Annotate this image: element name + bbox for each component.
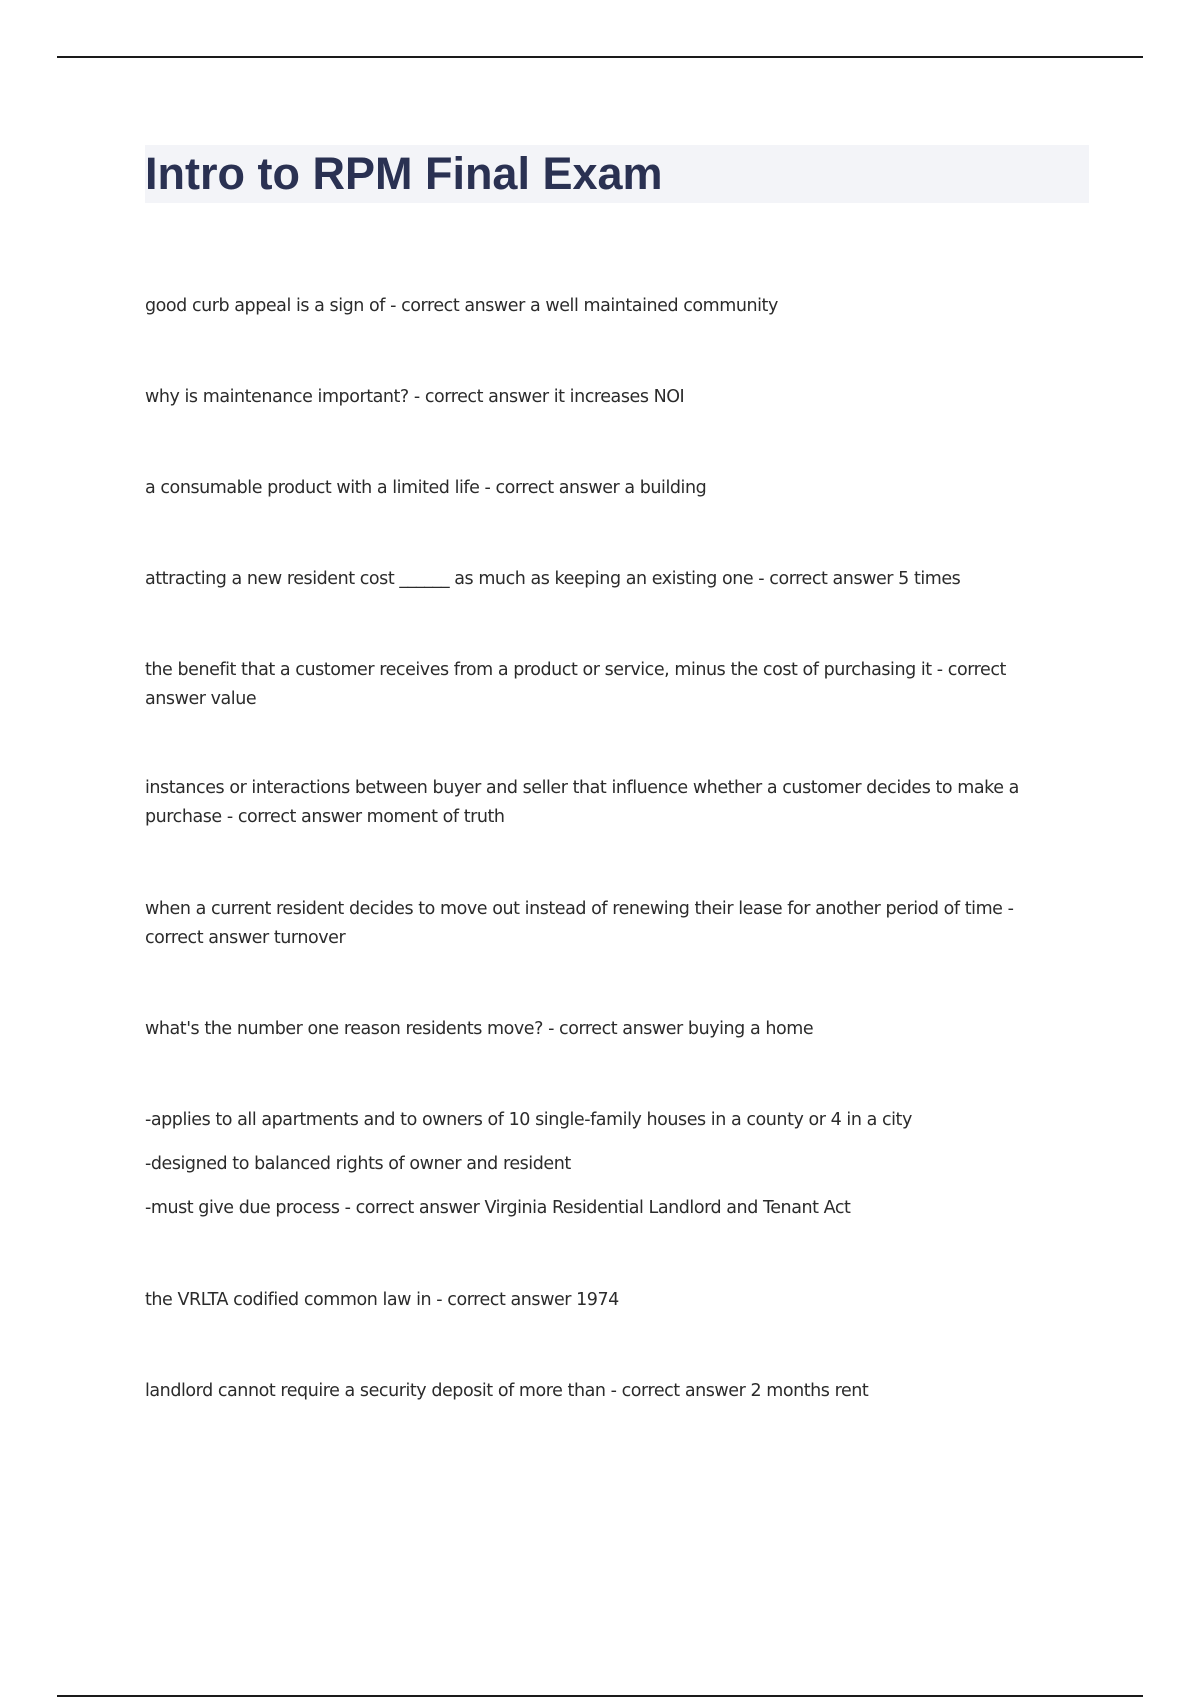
qa-line: the VRLTA codified common law in - correct answer 1974 [145,1290,619,1310]
qa-item-3 [145,474,1090,503]
qa-line: instances or interactions between buyer and seller that influence whether a customer decides to make a [145,778,1019,798]
qa-line: what's the number one reason residents move? - correct answer buying a home [145,1019,814,1039]
qa-line: -designed to balanced rights of owner and resident [145,1154,571,1174]
qa-item-5 [145,656,1090,714]
qa-line: good curb appeal is a sign of - correct answer a well maintained community [145,296,778,316]
qa-item-7 [145,895,1090,953]
qa-line: attracting a new resident cost ______ as much as keeping an existing one - correct answer 5 times [145,569,961,589]
qa-item-2 [145,383,1090,412]
qa-line: -applies to all apartments and to owners of 10 single-family houses in a county or 4 in a city [145,1110,912,1130]
qa-line: why is maintenance important? - correct answer it increases NOI [145,387,685,407]
qa-line: correct answer turnover [145,928,346,948]
qa-line: landlord cannot require a security deposit of more than - correct answer 2 months rent [145,1381,869,1401]
page-title: Intro to RPM Final Exam [145,148,663,199]
top-rule [57,56,1143,58]
qa-item-6 [145,774,1090,832]
qa-line: when a current resident decides to move out instead of renewing their lease for another period of time - [145,899,1014,919]
qa-item-1 [145,292,1090,321]
qa-item-4 [145,565,1090,594]
qa-line: the benefit that a customer receives from a product or service, minus the cost of purchasing it - correct [145,660,1006,680]
qa-item-11 [145,1377,1090,1406]
qa-item-10 [145,1286,1090,1315]
qa-line: a consumable product with a limited life - correct answer a building [145,478,707,498]
qa-line: answer value [145,689,257,709]
qa-item-9 [145,1098,1090,1230]
bottom-rule [57,1695,1143,1697]
qa-line: -must give due process - correct answer Virginia Residential Landlord and Tenant Act [145,1198,851,1218]
qa-item-8 [145,1015,1090,1044]
qa-line: purchase - correct answer moment of truth [145,807,505,827]
